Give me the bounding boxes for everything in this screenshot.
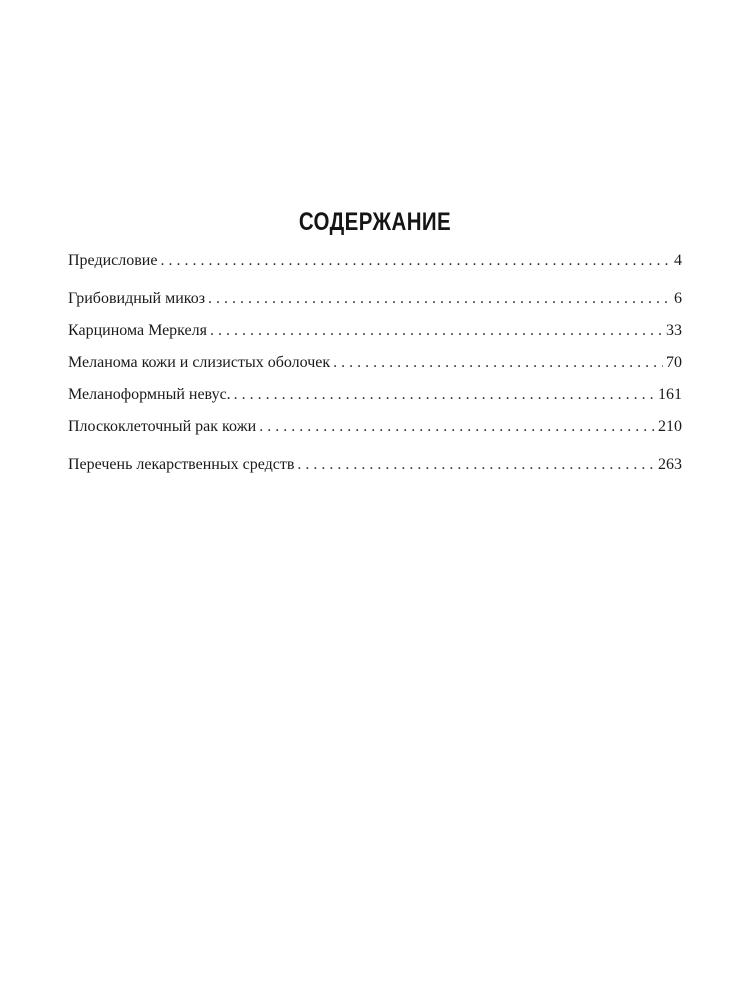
toc-entry-melanocytic-nevus[interactable] [68, 384, 682, 406]
toc-entry-label: Предисловие [68, 252, 158, 269]
toc-leader-dots [333, 352, 663, 374]
toc-entry-preface[interactable] [68, 250, 682, 272]
toc-leader-dots [160, 250, 671, 272]
toc-entry-page: 161 [658, 386, 682, 403]
table-of-contents [68, 250, 682, 486]
toc-leader-dots [208, 288, 671, 310]
toc-entry-label: Карцинома Меркеля [68, 322, 207, 339]
toc-entry-page: 33 [666, 322, 682, 339]
toc-title: СОДЕРЖАНИЕ [298, 208, 452, 236]
toc-entry-squamous-cell-carcinoma[interactable] [68, 416, 682, 438]
toc-entry-label: Меланома кожи и слизистых оболочек [68, 354, 331, 371]
toc-entry-label: Меланоформный невус. [68, 386, 231, 403]
toc-leader-dots [297, 454, 655, 476]
toc-entry-mycosis-fungoides[interactable] [68, 288, 682, 310]
toc-entry-page: 6 [674, 290, 682, 307]
toc-entry-merkel-carcinoma[interactable] [68, 320, 682, 342]
toc-leader-dots [234, 384, 655, 406]
toc-leader-dots [259, 416, 655, 438]
toc-entry-label: Перечень лекарственных средств [68, 456, 295, 473]
toc-entry-label: Плоскоклеточный рак кожи [68, 418, 257, 435]
toc-entry-page: 263 [658, 456, 682, 473]
toc-leader-dots [210, 320, 663, 342]
toc-entry-melanoma[interactable] [68, 352, 682, 374]
toc-entry-label: Грибовидный микоз [68, 290, 206, 307]
toc-entry-page: 210 [658, 418, 682, 435]
toc-entry-drug-list[interactable] [68, 454, 682, 476]
toc-entry-page: 70 [666, 354, 682, 371]
toc-entry-page: 4 [674, 252, 682, 269]
